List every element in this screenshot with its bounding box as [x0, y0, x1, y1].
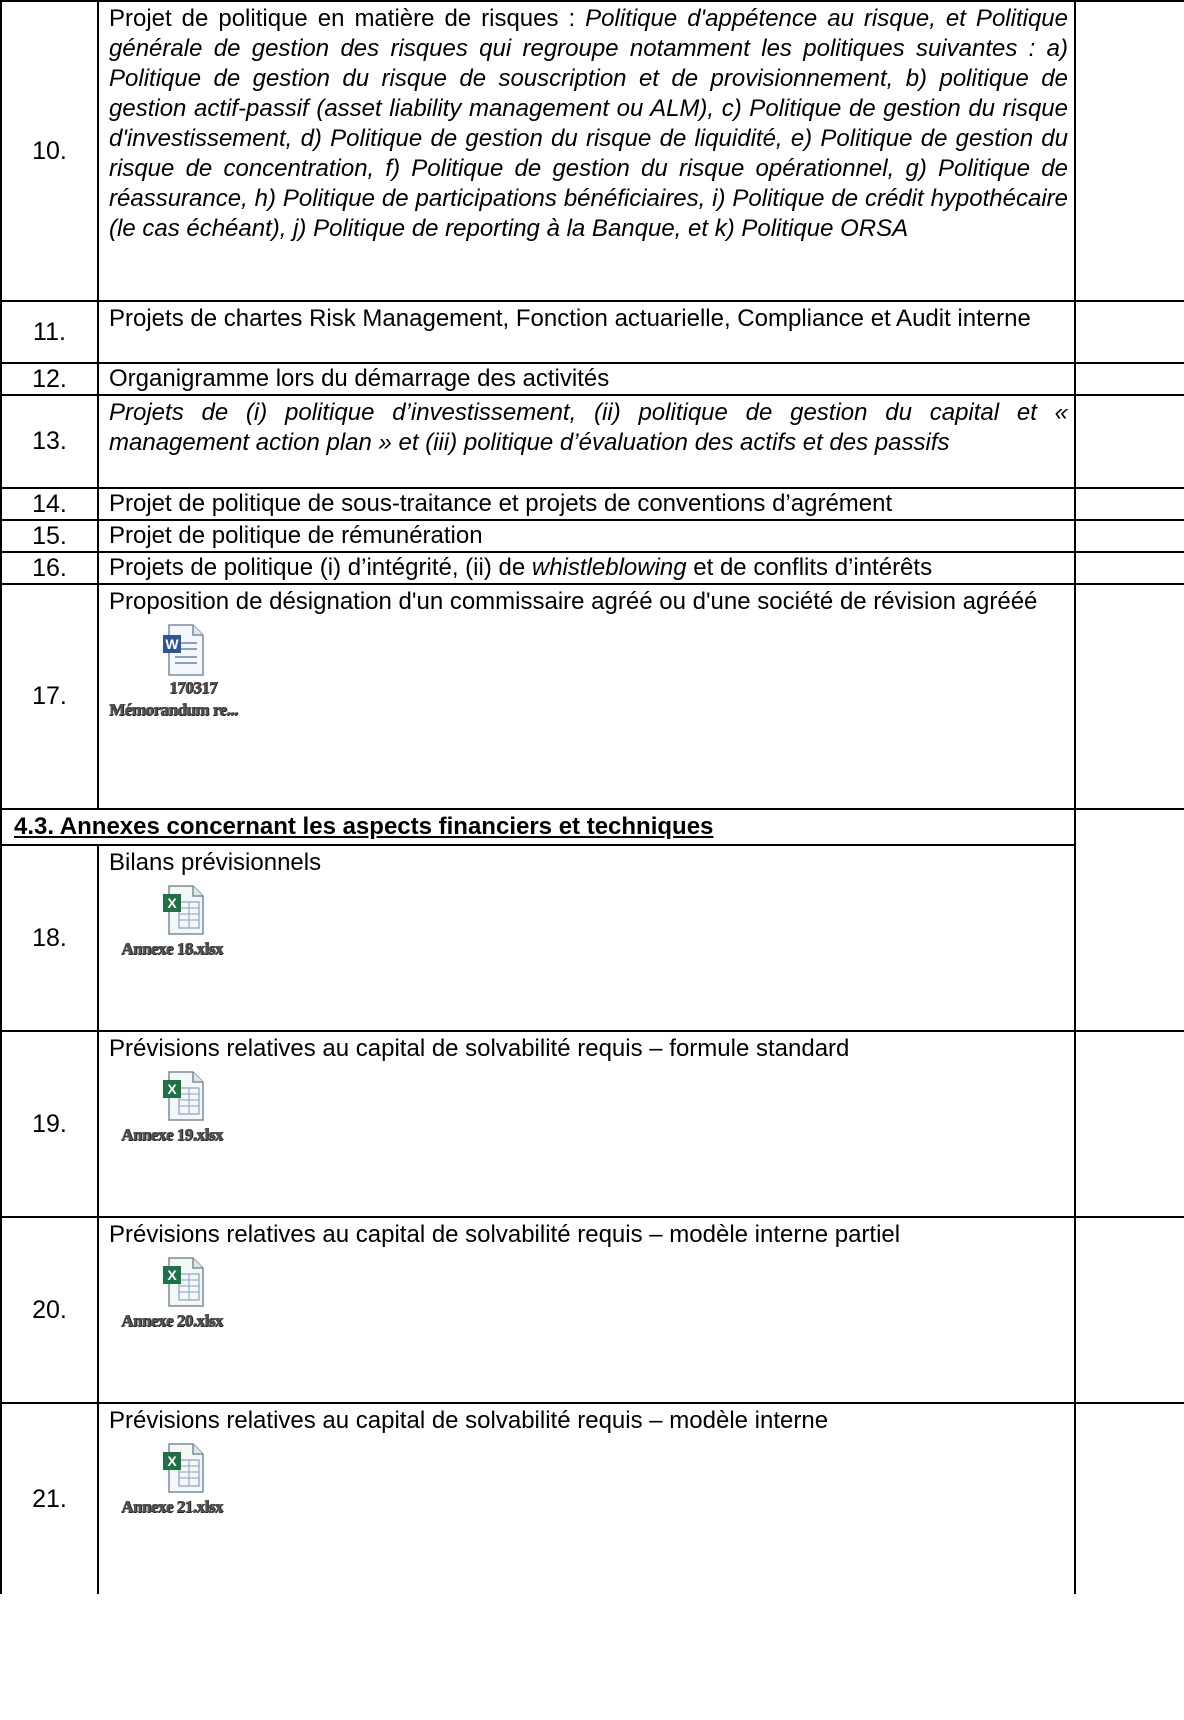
- attachment-name-line2: Mémorandum re...: [109, 700, 238, 719]
- excel-file-icon[interactable]: [161, 1256, 207, 1308]
- row-text: [99, 2, 1076, 300]
- excel-file-icon[interactable]: [161, 884, 207, 936]
- row-text-plain-suffix: et de conflits d’intérêts: [686, 554, 933, 581]
- row-text: Prévisions relatives au capital de solvabilité requis – modèle interne: [109, 1407, 829, 1434]
- row-text: Projets de (i) politique d’investissement, (ii) politique de gestion du capital et « management action plan » et (iii) politique d’évaluation des actifs et des passifs: [99, 396, 1076, 487]
- row-text: Prévisions relatives au capital de solvabilité requis – modèle interne partiel: [109, 1221, 901, 1248]
- row-number: 16.: [0, 553, 99, 583]
- svg-text:X: X: [167, 1081, 177, 1097]
- table-row: [0, 396, 1184, 489]
- row-text-plain: Projets de politique (i) d’intégrité, (ii) de: [109, 554, 532, 581]
- table-row: [0, 0, 1184, 302]
- table-row: [0, 1404, 1184, 1594]
- attachment-name: Annexe 19.xlsx: [121, 1125, 223, 1144]
- row-text: Projets de chartes Risk Management, Fonction actuarielle, Compliance et Audit interne: [99, 302, 1076, 362]
- row-number: 21.: [0, 1404, 99, 1594]
- row-number: 13.: [0, 396, 99, 487]
- row-number: 12.: [0, 364, 99, 394]
- row-text-italic: whistleblowing: [531, 554, 687, 581]
- svg-text:X: X: [167, 895, 177, 911]
- table-row: [0, 364, 1184, 396]
- svg-text:W: W: [165, 636, 179, 652]
- attachment-excel[interactable]: [109, 1442, 1068, 1518]
- row-number: 14.: [0, 489, 99, 519]
- row-number: 18.: [0, 846, 99, 1030]
- row-number: 17.: [0, 585, 99, 808]
- attachment-excel[interactable]: [109, 1070, 1068, 1146]
- row-text-cell: [99, 1404, 1076, 1594]
- section-heading: 4.3. Annexes concernant les aspects financiers et techniques: [0, 810, 1076, 846]
- table-row: [0, 585, 1184, 810]
- row-text: Prévisions relatives au capital de solvabilité requis – formule standard: [109, 1035, 850, 1062]
- table-row: [0, 1032, 1184, 1218]
- row-number: 19.: [0, 1032, 99, 1216]
- row-text-cell: [99, 1218, 1076, 1402]
- row-text: Projet de politique de sous-traitance et projets de conventions d’agrément: [99, 489, 1076, 519]
- attachment-name: Annexe 20.xlsx: [121, 1311, 223, 1330]
- word-document-icon[interactable]: [161, 623, 207, 677]
- attachment-excel[interactable]: [109, 884, 1068, 960]
- row-text-cell: [99, 1032, 1076, 1216]
- row-text-cell: [99, 846, 1076, 1030]
- table-row: [0, 553, 1184, 585]
- row-text: Projet de politique de rémunération: [99, 521, 1076, 551]
- svg-text:X: X: [167, 1453, 177, 1469]
- attachment-word[interactable]: [109, 623, 1068, 721]
- attachment-name: Annexe 18.xlsx: [121, 939, 223, 958]
- row-text: Organigramme lors du démarrage des activités: [99, 364, 1076, 394]
- excel-file-icon[interactable]: [161, 1442, 207, 1494]
- table-row: [0, 846, 1184, 1032]
- svg-text:X: X: [167, 1267, 177, 1283]
- table-row: [0, 521, 1184, 553]
- row-text: Proposition de désignation d'un commissaire agréé ou d'une société de révision agrééé: [109, 588, 1038, 615]
- row-number: 11.: [0, 302, 99, 362]
- excel-file-icon[interactable]: [161, 1070, 207, 1122]
- row-text-italic: Politique d'appétence au risque, et Politique générale de gestion des risques qui regroupe notamment les politiques suivantes : a) Politique de gestion du risque de souscription et de provisionnement, b) politique de gestion actif-passif (asset liability management ou ALM), c) Politique de gestion du risque d'investissement, d) Politique de gestion du risque de liquidité, e) Politique de gestion du risque de concentration, f) Politique de gestion du risque opérationnel, g) Politique de réassurance, h) Politique de participations bénéficiaires, i) Politique de crédit hypothécaire (le cas échéant), j) Politique de reporting à la Banque, et k) Politique ORSA: [109, 5, 1068, 242]
- row-number: 10.: [0, 2, 99, 300]
- row-text-cell: [99, 585, 1076, 808]
- table-row: [0, 302, 1184, 364]
- table-row: [0, 489, 1184, 521]
- row-text-plain: Projet de politique en matière de risques :: [109, 5, 586, 32]
- row-number: 20.: [0, 1218, 99, 1402]
- row-number: 15.: [0, 521, 99, 551]
- row-text: Bilans prévisionnels: [109, 849, 322, 876]
- attachment-name-line1: 170317: [169, 678, 217, 697]
- attachment-name: Annexe 21.xlsx: [121, 1497, 223, 1516]
- table-row: [0, 1218, 1184, 1404]
- row-text: [99, 553, 1076, 583]
- attachment-excel[interactable]: [109, 1256, 1068, 1332]
